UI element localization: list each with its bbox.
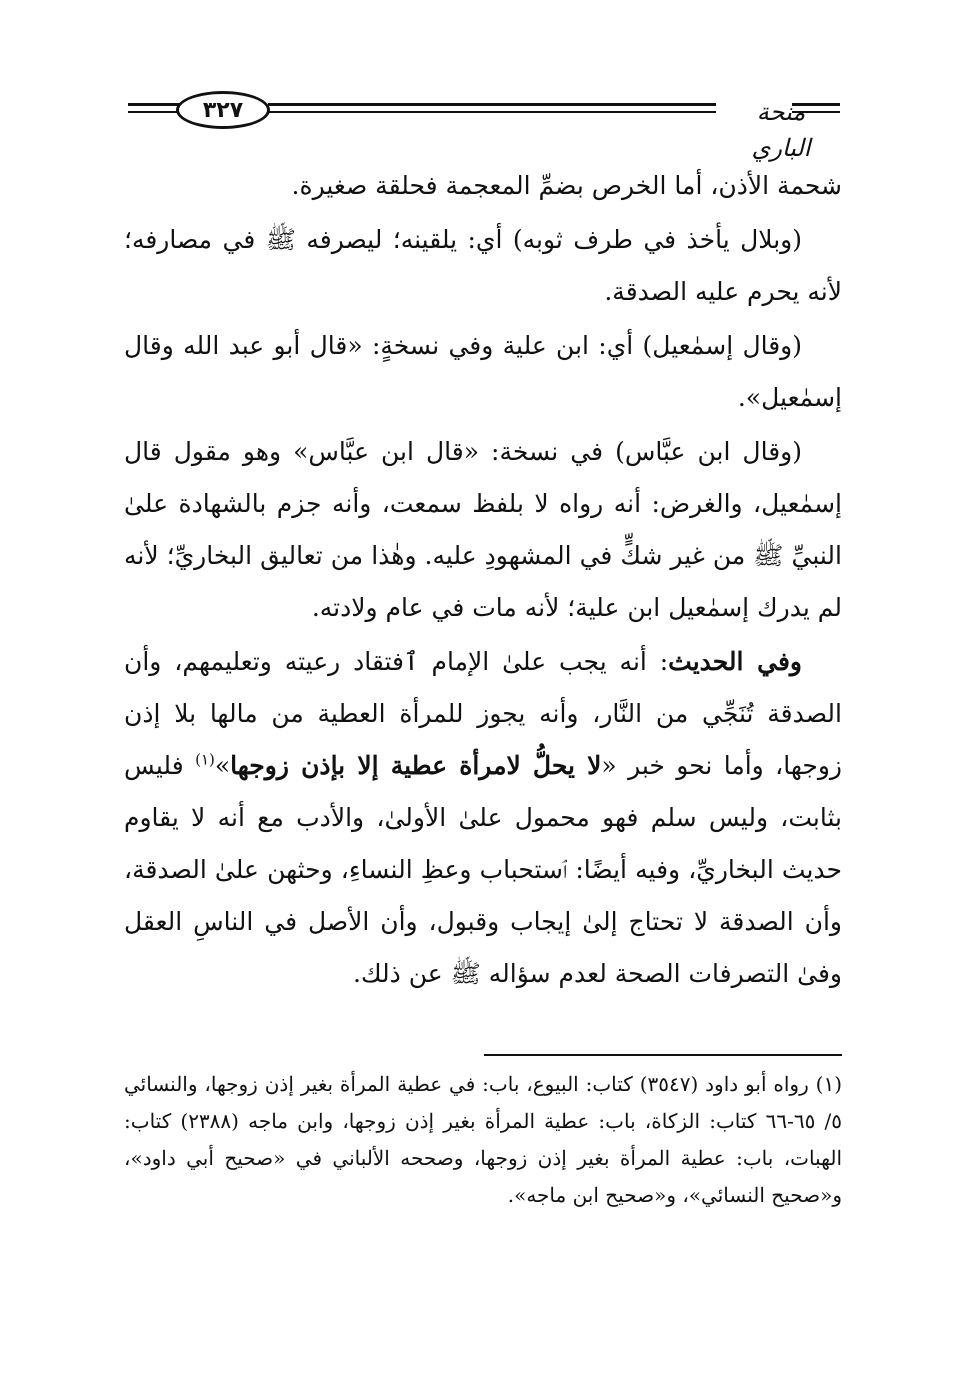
text-span: فليس بثابت، وليس سلم فهو محمول علىٰ الأولىٰ، والأدب مع أنه لا يقاوم حديث البخاريِّ، وفيه أيضًا: ٱستحباب وعظِ النساءِ، وحثهن علىٰ الصدقة، وأن الصدقة لا تحتاج إلىٰ إيجاب وقبول، وأن الأصل في الناسِ العقل وفىٰ التصرفات الصحة لعدم سؤاله ﷺ عن ذلك. (124, 751, 842, 988)
paragraph: شحمة الأذن، أما الخرص بضمِّ المعجمة فحلقة صغيرة. (291, 171, 842, 200)
footnotes (124, 1066, 842, 1214)
paragraph: (وقال ابن عبَّاس) في نسخة: «قال ابن عبَّاس» وهو مقول قال إسمٰعيل، والغرض: أنه رواه لا بلفظ سمعت، وأنه جزم بالشهادة علىٰ النبيِّ ﷺ من غير شكٍّ في المشهودِ عليه. وهٰذا من تعاليق البخاريِّ؛ لأنه لم يدرك إسمٰعيل ابن علية؛ لأنه مات في عام ولادته. (124, 437, 842, 622)
header-rule-left-thin (128, 111, 180, 113)
running-title: منحة الباري (751, 98, 811, 162)
hadith-quote: لا يحلُّ لامرأة عطية إلا بإذن زوجها (230, 751, 602, 780)
text-span: » (214, 751, 231, 780)
paragraph: (وقال إسمٰعيل) أي: ابن علية وفي نسخةٍ: «قال أبو عبد الله وقال إسمٰعيل». (124, 331, 842, 412)
header-rule-middle (268, 103, 716, 106)
paragraph: (وبلال يأخذ في طرف ثوبه) أي: يلقينه؛ ليصرفه ﷺ في مصارفه؛ لأنه يحرم عليه الصدقة. (124, 225, 842, 306)
page-number: ٣٢٧ (176, 91, 270, 129)
footnote-separator (484, 1054, 842, 1056)
hadith-paragraph (124, 636, 842, 1000)
main-text (124, 160, 842, 1002)
page-header (128, 90, 840, 162)
footnote-1: (١) رواه أبو داود (٣٥٤٧) كتاب: البيوع، باب: في عطية المرأة بغير إذن زوجها، والنسائي ٥/ ٦٥-٦٦ كتاب: الزكاة، باب: عطية المرأة بغير إذن زوجها، وابن ماجه (٢٣٨٨) كتاب: الهبات، باب: عطية المرأة بغير إذن زوجها، وصححه الألباني في «صحيح أبي داود»، و«صحيح النسائي»، و«صحيح ابن ماجه». (124, 1072, 842, 1207)
header-rule-middle-thin (268, 111, 716, 113)
text-span: : أنه يجب علىٰ الإمام ٱفتقاد رعيته وتعليمهم، وأن الصدقة تُنَجِّي من النَّار، وأنه يجوز للمرأة العطية من مالها بلا إذن زوجها، وأما نحو خبر « (124, 647, 842, 780)
footnote-marker: (١) (195, 750, 215, 769)
header-rule-left (128, 103, 180, 106)
lead-heading: وفي الحديث (668, 647, 802, 676)
